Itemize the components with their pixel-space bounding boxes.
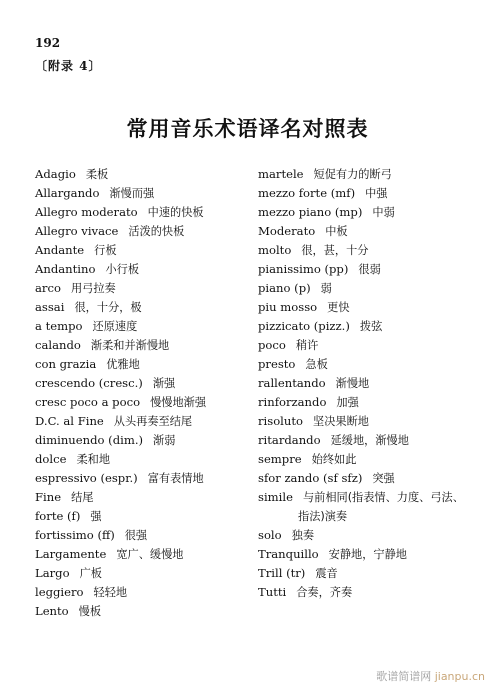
term-entry — [35, 203, 250, 222]
term-italian: pizzicato (pizz.) — [258, 319, 350, 333]
term-entry — [258, 469, 478, 488]
term-entry — [258, 431, 478, 450]
term-chinese: 始终如此 — [311, 453, 357, 466]
term-italian: molto — [258, 243, 292, 257]
term-entry-continuation — [258, 507, 478, 526]
term-chinese: 坚决果断地 — [313, 415, 369, 428]
term-italian: Allargando — [35, 186, 100, 200]
term-italian: solo — [258, 528, 282, 542]
term-chinese: 渐强 — [152, 377, 176, 390]
term-italian: Tutti — [258, 585, 287, 599]
term-entry — [35, 184, 250, 203]
term-chinese: 中板 — [325, 225, 348, 238]
term-entry — [258, 488, 478, 507]
term-italian: piu mosso — [258, 300, 318, 314]
term-italian: Largamente — [35, 547, 107, 561]
term-chinese: 加强 — [336, 396, 359, 409]
term-entry — [35, 469, 250, 488]
term-italian: Trill (tr) — [258, 566, 306, 580]
term-italian: leggiero — [35, 585, 84, 599]
term-entry — [35, 336, 250, 355]
term-entry — [35, 583, 250, 602]
term-italian: Tranquillo — [258, 547, 319, 561]
appendix-label: 〔附录 4〕 — [35, 59, 102, 73]
term-italian: presto — [258, 357, 296, 371]
term-chinese: 渐弱 — [153, 434, 176, 447]
term-chinese: 行板 — [94, 244, 117, 257]
watermark-site-name: 歌谱简谱网 — [376, 670, 432, 683]
term-chinese: 短促有力的断弓 — [313, 168, 392, 181]
term-chinese: 中速的快板 — [147, 206, 204, 219]
page-number: 192 — [35, 36, 61, 50]
term-chinese: 很弱 — [358, 263, 381, 276]
term-entry — [35, 222, 250, 241]
page-title: 常用音乐术语译名对照表 — [126, 117, 369, 141]
term-entry — [35, 412, 250, 431]
term-italian: rinforzando — [258, 395, 327, 409]
term-chinese: 渐慢地 — [335, 377, 370, 390]
term-entry — [258, 317, 478, 336]
term-italian: calando — [35, 338, 81, 352]
term-italian: espressivo (espr.) — [35, 471, 138, 485]
term-italian: mezzo piano (mp) — [258, 205, 363, 219]
term-italian: sempre — [258, 452, 302, 466]
term-entry — [35, 526, 250, 545]
term-entry — [35, 298, 250, 317]
term-entry — [258, 526, 478, 545]
term-entry — [258, 222, 478, 241]
term-entry — [258, 298, 478, 317]
term-chinese: 独奏 — [291, 529, 315, 542]
term-entry — [258, 450, 478, 469]
term-chinese: 慢慢地渐强 — [150, 396, 207, 409]
term-chinese: 还原速度 — [92, 320, 138, 333]
term-italian: mezzo forte (mf) — [258, 186, 356, 200]
term-italian: crescendo (cresc.) — [35, 376, 143, 390]
term-chinese: 与前相同(指表情、力度、弓法、 — [302, 491, 464, 504]
term-entry — [35, 260, 250, 279]
term-italian: a tempo — [35, 319, 83, 333]
site-watermark — [376, 668, 485, 684]
term-chinese: 中弱 — [372, 206, 395, 219]
term-chinese: 震音 — [315, 567, 338, 580]
term-chinese: 指法)演奏 — [298, 510, 348, 523]
term-chinese: 强 — [90, 510, 102, 523]
term-italian: Adagio — [35, 167, 76, 181]
term-chinese: 富有表情地 — [147, 472, 204, 485]
term-italian: pianissimo (pp) — [258, 262, 349, 276]
term-italian: D.C. al Fine — [35, 414, 104, 428]
term-italian: piano (p) — [258, 281, 311, 295]
term-chinese: 结尾 — [71, 491, 94, 504]
term-entry — [35, 564, 250, 583]
term-italian: simile — [258, 490, 293, 504]
term-entry — [35, 374, 250, 393]
term-chinese: 柔板 — [85, 168, 109, 181]
term-chinese: 渐柔和并渐慢地 — [90, 339, 170, 352]
term-chinese: 很强 — [124, 529, 148, 542]
term-italian: ritardando — [258, 433, 321, 447]
term-entry — [35, 165, 250, 184]
term-chinese: 安静地，宁静地 — [328, 548, 407, 561]
term-entry — [258, 564, 478, 583]
term-entry — [258, 165, 478, 184]
term-chinese: 渐慢而强 — [109, 187, 155, 200]
terms-left-column — [35, 165, 250, 621]
term-italian: Allegro moderato — [35, 205, 138, 219]
term-entry — [258, 545, 478, 564]
term-entry — [258, 374, 478, 393]
term-chinese: 柔和地 — [76, 453, 111, 466]
term-italian: martele — [258, 167, 304, 181]
term-italian: forte (f) — [35, 509, 81, 523]
term-chinese: 用弓拉奏 — [70, 282, 116, 295]
term-entry — [35, 241, 250, 260]
term-entry — [35, 279, 250, 298]
term-entry — [35, 393, 250, 412]
term-italian: assai — [35, 300, 65, 314]
watermark-url: jianpu.cn — [434, 670, 485, 683]
term-entry — [35, 431, 250, 450]
terms-right-column — [258, 165, 478, 602]
term-entry — [35, 450, 250, 469]
term-chinese: 优雅地 — [106, 358, 140, 371]
term-chinese: 小行板 — [105, 263, 140, 276]
term-italian: sfor zando (sf sfz) — [258, 471, 363, 485]
term-entry — [258, 583, 478, 602]
term-entry — [35, 355, 250, 374]
term-chinese: 慢板 — [78, 605, 102, 618]
term-entry — [258, 412, 478, 431]
term-italian: dolce — [35, 452, 67, 466]
term-entry — [258, 184, 478, 203]
term-entry — [35, 317, 250, 336]
term-chinese: 延缓地，渐慢地 — [330, 434, 409, 447]
term-entry — [35, 507, 250, 526]
term-italian: poco — [258, 338, 286, 352]
term-entry — [35, 602, 250, 621]
term-italian: Andante — [35, 243, 85, 257]
term-italian: risoluto — [258, 414, 303, 428]
term-entry — [258, 241, 478, 260]
term-chinese: 中强 — [365, 187, 388, 200]
term-italian: Largo — [35, 566, 70, 580]
term-chinese: 拨弦 — [359, 320, 383, 333]
term-chinese: 从头再奏至结尾 — [113, 415, 193, 428]
term-italian: fortissimo (ff) — [35, 528, 115, 542]
term-chinese: 弱 — [320, 282, 332, 295]
term-chinese: 宽广、缓慢地 — [116, 548, 184, 561]
term-entry — [258, 203, 478, 222]
term-chinese: 急板 — [305, 358, 328, 371]
term-chinese: 活泼的快板 — [128, 225, 185, 238]
term-entry — [258, 355, 478, 374]
term-italian: cresc poco a poco — [35, 395, 141, 409]
term-entry — [258, 393, 478, 412]
term-italian: diminuendo (dim.) — [35, 433, 144, 447]
term-italian: Fine — [35, 490, 62, 504]
term-italian: con grazia — [35, 357, 97, 371]
term-chinese: 稍许 — [295, 339, 319, 352]
term-entry — [35, 545, 250, 564]
term-chinese: 合奏，齐奏 — [296, 586, 353, 599]
term-chinese: 突强 — [372, 472, 395, 485]
term-italian: Allegro vivace — [35, 224, 119, 238]
term-italian: rallentando — [258, 376, 326, 390]
term-italian: Andantino — [35, 262, 96, 276]
term-chinese: 轻轻地 — [93, 586, 128, 599]
term-entry — [35, 488, 250, 507]
term-italian: arco — [35, 281, 61, 295]
term-italian: Moderato — [258, 224, 316, 238]
term-chinese: 广板 — [79, 567, 102, 580]
term-chinese: 更快 — [327, 301, 350, 314]
term-chinese: 很，甚，十分 — [301, 244, 369, 257]
term-entry — [258, 279, 478, 298]
term-entry — [258, 260, 478, 279]
term-chinese: 很，十分，极 — [74, 301, 142, 314]
term-entry — [258, 336, 478, 355]
term-italian: Lento — [35, 604, 69, 618]
